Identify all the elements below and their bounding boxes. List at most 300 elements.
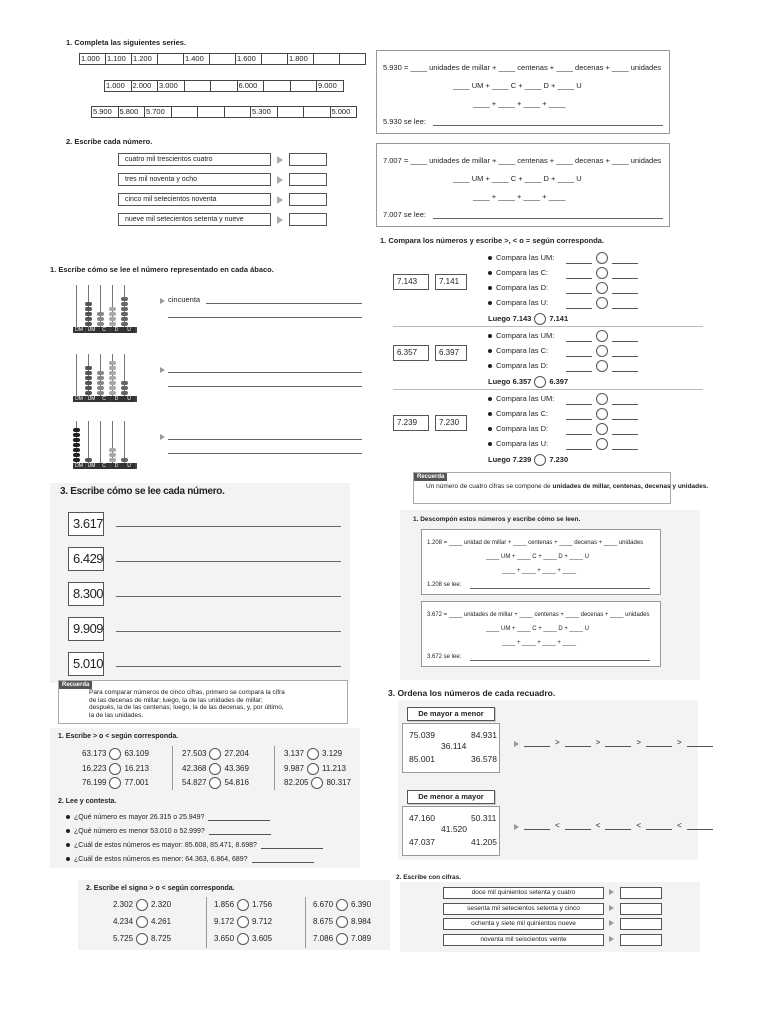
bullet-icon — [488, 334, 492, 338]
compare-right-number: 6.390 — [351, 900, 372, 910]
order-blank[interactable] — [646, 739, 672, 747]
series-cell: 6.000 — [237, 80, 265, 92]
number-answer-box[interactable] — [620, 887, 662, 899]
compare-right-number: 8.725 — [151, 934, 172, 944]
series-title: 1. Completa las siguientes series. — [66, 38, 187, 47]
compare-row — [488, 438, 638, 450]
abacus-bead — [85, 371, 92, 375]
compare-circle[interactable] — [136, 899, 148, 911]
answer-blank[interactable] — [566, 349, 592, 357]
compare-left-number: 4.234 — [113, 917, 134, 927]
order-blank[interactable] — [646, 822, 672, 830]
arrow-right-icon — [514, 824, 519, 830]
divider — [393, 389, 703, 390]
abacus-bead — [85, 386, 92, 390]
compare-number-a: 7.239 — [393, 415, 429, 431]
compare-circle[interactable] — [596, 345, 608, 357]
recuerda-line: de las decenas de millar; luego, la de las unidades de millar; — [89, 696, 263, 704]
comparison-pair — [82, 748, 149, 760]
series-cell[interactable] — [313, 53, 340, 65]
number-to-order: 85.001 — [409, 754, 435, 764]
compare-label: Compara las UM: — [496, 393, 555, 403]
question-row — [66, 855, 314, 863]
abacus-column-label: C — [98, 396, 110, 402]
answer-blank[interactable] — [209, 827, 271, 835]
compare-circle[interactable] — [136, 933, 148, 945]
question-text: ¿Qué número es mayor 26.315 o 25.949? — [74, 814, 205, 821]
bullet-icon — [66, 815, 70, 819]
abacus-column-label: UM — [86, 396, 98, 402]
compare-circle[interactable] — [596, 423, 608, 435]
bullet-icon — [488, 397, 492, 401]
recuerda-tag: Recuerda — [414, 473, 447, 481]
number-answer-box[interactable] — [289, 193, 327, 206]
bullet-icon — [488, 301, 492, 305]
compare-circle[interactable] — [307, 763, 319, 775]
series-cell[interactable] — [261, 53, 288, 65]
number-word-label: cuatro mil trescientos cuatro — [118, 153, 271, 166]
answer-blank[interactable] — [612, 271, 638, 279]
answer-line[interactable] — [116, 596, 341, 597]
compare-label: Compara las UM: — [496, 252, 555, 262]
compare-left-number: 63.173 — [82, 749, 107, 759]
answer-line[interactable] — [168, 372, 362, 373]
compare-number-b: 7.230 — [435, 415, 467, 431]
arrow-right-icon — [160, 298, 165, 304]
arrow-right-icon — [277, 196, 283, 204]
abacus-bead — [109, 317, 116, 321]
abacus-column-label: U — [123, 396, 135, 402]
compare-row — [488, 360, 638, 372]
comparison-pair — [82, 777, 149, 789]
abacus-bead — [109, 386, 116, 390]
compare-circle[interactable] — [136, 916, 148, 928]
luego-label: Luego 6.357 — [488, 376, 532, 386]
compare-circle[interactable] — [237, 933, 249, 945]
section-3-title: 3. Escribe cómo se lee cada número. — [60, 486, 225, 497]
luego-row — [488, 376, 568, 388]
compare-label: Compara las C: — [496, 267, 549, 277]
series-cell[interactable] — [263, 80, 291, 92]
read-answer-line[interactable] — [470, 588, 650, 589]
arrow-right-icon — [609, 905, 614, 911]
series-cell[interactable] — [209, 53, 236, 65]
compare-circle[interactable] — [596, 282, 608, 294]
series-cell: 2.000 — [131, 80, 159, 92]
order-answer-row — [524, 738, 713, 747]
arrow-right-icon — [514, 741, 519, 747]
comparison-pair — [214, 916, 272, 928]
answer-blank[interactable] — [612, 256, 638, 264]
answer-blank[interactable] — [566, 427, 592, 435]
compare-left-number: 16.223 — [82, 763, 107, 773]
comparison-pair — [313, 933, 371, 945]
recuerda-line: la de las unidades. — [89, 711, 144, 719]
compare-right-number: 16.213 — [124, 763, 149, 773]
answer-line[interactable] — [168, 386, 362, 387]
arrow-right-icon — [160, 434, 165, 440]
decomposition-line-1: 5.930 = ____ unidades de millar + ____ centenas + ____ decenas + ____ unidades — [383, 63, 662, 72]
column-divider — [172, 746, 173, 790]
abacus-bead — [109, 381, 116, 385]
answer-line[interactable] — [168, 317, 362, 318]
number-to-order: 36.578 — [471, 754, 497, 764]
answer-blank[interactable] — [612, 334, 638, 342]
compare-circle[interactable] — [336, 933, 348, 945]
compare-circle[interactable] — [209, 748, 221, 760]
answer-blank[interactable] — [566, 301, 592, 309]
abacus-bead — [73, 443, 80, 447]
bullet-icon — [488, 412, 492, 416]
column-divider — [274, 746, 275, 790]
compare-circle[interactable] — [209, 763, 221, 775]
compare-circle[interactable] — [311, 777, 323, 789]
number-answer-box[interactable] — [289, 173, 327, 186]
recuerda-line: Para comparar números de cinco cifras, primero se compara la cifra — [89, 689, 285, 696]
compare-left-number: 1.856 — [214, 900, 235, 910]
compare-right-number: 54.816 — [224, 778, 249, 788]
answer-blank[interactable] — [566, 271, 592, 279]
compare-right-number: 9.712 — [252, 917, 273, 927]
number-to-order: 41.520 — [441, 824, 467, 834]
read-answer-line[interactable] — [433, 218, 663, 219]
answer-blank[interactable] — [566, 442, 592, 450]
series-cell[interactable] — [290, 80, 318, 92]
abacus-bead — [85, 381, 92, 385]
series-cell[interactable] — [197, 106, 225, 118]
abacus-bead — [121, 458, 128, 462]
answer-line[interactable] — [168, 439, 362, 440]
answer-line[interactable] — [116, 526, 341, 527]
compare-circle[interactable] — [596, 360, 608, 372]
bullet-icon — [66, 843, 70, 847]
answer-line[interactable] — [168, 453, 362, 454]
abacus-column-label: D — [111, 463, 123, 469]
answer-blank[interactable] — [612, 412, 638, 420]
compare-row — [488, 297, 638, 309]
read-label: 1.208 se lee: — [427, 582, 462, 588]
comparison-pair — [182, 763, 249, 775]
answer-blank[interactable] — [566, 412, 592, 420]
recuerda-box-cuatro-cifras — [413, 472, 709, 504]
series-cell: 5.900 — [91, 106, 119, 118]
compare-circle[interactable] — [237, 899, 249, 911]
series-cell: 1.100 — [105, 53, 132, 65]
descompon-line-1: 3.672 = ____ unidades de millar + ____ centenas + ____ decenas + ____ unidades — [427, 612, 650, 618]
series-cell: 9.000 — [316, 80, 344, 92]
order-sign: < — [677, 821, 682, 830]
compare-circle[interactable] — [596, 297, 608, 309]
number-to-order: 41.205 — [471, 837, 497, 847]
compare-circle[interactable] — [596, 438, 608, 450]
compare-circle[interactable] — [336, 916, 348, 928]
answer-blank[interactable] — [566, 397, 592, 405]
order-blank[interactable] — [524, 822, 550, 830]
series-cell[interactable] — [157, 53, 184, 65]
abacus-bead — [97, 312, 104, 316]
luego-label: Luego 7.239 — [488, 454, 532, 464]
answer-blank[interactable] — [566, 334, 592, 342]
answer-blank[interactable] — [566, 286, 592, 294]
number-word-label: tres mil noventa y ocho — [118, 173, 271, 186]
abacus-bead — [121, 317, 128, 321]
descompon-line-2: ____ UM + ____ C + ____ D + ____ U — [486, 554, 589, 560]
number-to-read: 3.617 — [68, 512, 104, 536]
question-text: ¿Qué número es menor 53.010 o 52.999? — [74, 828, 205, 835]
compare-right-number: 1.756 — [252, 900, 273, 910]
comparison-pair — [214, 933, 272, 945]
abacus-bead — [73, 453, 80, 457]
compare-circle[interactable] — [109, 763, 121, 775]
order-blank[interactable] — [565, 822, 591, 830]
abacus-bead — [85, 458, 92, 462]
abacus-bead — [109, 391, 116, 395]
cifras-title: 2. Escribe con cifras. — [396, 874, 462, 881]
number-answer-box[interactable] — [289, 153, 327, 166]
abacus-bead — [73, 428, 80, 432]
answer-line[interactable] — [116, 561, 341, 562]
series-cell[interactable] — [339, 53, 366, 65]
descompon-line-2: ____ UM + ____ C + ____ D + ____ U — [486, 626, 589, 632]
compare-row — [488, 408, 638, 420]
number-word-label: doce mil quinientos setenta y cuatro — [443, 887, 604, 899]
series-cell: 3.000 — [157, 80, 185, 92]
ordena-numbers-box-mayor — [402, 723, 500, 773]
compare-row — [488, 423, 638, 435]
answer-blank[interactable] — [208, 813, 270, 821]
number-answer-box[interactable] — [620, 918, 662, 930]
compare-left-number: 5.725 — [113, 934, 134, 944]
answer-blank[interactable] — [612, 349, 638, 357]
compare-circle[interactable] — [596, 330, 608, 342]
answer-line[interactable] — [116, 631, 341, 632]
number-answer-box[interactable] — [620, 934, 662, 946]
bullet-icon — [488, 286, 492, 290]
abacus-bead — [121, 312, 128, 316]
answer-blank[interactable] — [566, 256, 592, 264]
abacus-column-label: C — [98, 327, 110, 333]
number-to-order: 50.311 — [471, 813, 497, 823]
series-cell: 1.600 — [235, 53, 262, 65]
comparison-pair — [313, 899, 371, 911]
answer-blank[interactable] — [612, 301, 638, 309]
abacus-bead — [97, 371, 104, 375]
column-divider — [206, 897, 207, 948]
compare-left-number: 3.650 — [214, 934, 235, 944]
compare-left-number: 42.368 — [182, 763, 207, 773]
compare-right-number: 77.001 — [124, 778, 149, 788]
arrow-right-icon — [160, 367, 165, 373]
compare-right-number: 7.089 — [351, 934, 372, 944]
abacus-bead — [85, 317, 92, 321]
ordena-label-menor: De menor a mayor — [407, 790, 495, 804]
order-blank[interactable] — [687, 822, 713, 830]
answer-blank[interactable] — [612, 427, 638, 435]
series-cell: 5.300 — [250, 106, 278, 118]
bullet-icon — [488, 442, 492, 446]
decomposition-line-1: 7.007 = ____ unidades de millar + ____ centenas + ____ decenas + ____ unidades — [383, 156, 662, 165]
answer-line[interactable] — [116, 666, 341, 667]
abacus-bead — [73, 433, 80, 437]
compare-circle[interactable] — [109, 748, 121, 760]
abacus-bead — [85, 366, 92, 370]
compare-label: Compara las U: — [496, 297, 549, 307]
answer-blank[interactable] — [612, 364, 638, 372]
compare-left-number: 82.205 — [284, 778, 309, 788]
write-number-title: 2. Escribe cada número. — [66, 137, 153, 146]
comparison-pair — [284, 777, 351, 789]
compare-row — [488, 252, 638, 264]
order-answer-row — [524, 821, 713, 830]
abacus-bead — [121, 381, 128, 385]
abacus-bead — [85, 322, 92, 326]
order-blank[interactable] — [565, 739, 591, 747]
order-sign: < — [555, 821, 560, 830]
abacus-rod — [88, 421, 89, 463]
decomposition-panel-5930 — [376, 50, 670, 134]
answer-blank[interactable] — [261, 841, 323, 849]
order-sign: < — [595, 821, 601, 830]
abacus-rod — [76, 285, 77, 327]
number-word-label: noventa mil seiscientos veinte — [443, 934, 604, 946]
abacus-column-label: U — [123, 327, 135, 333]
read-answer-line[interactable] — [433, 125, 663, 126]
answer-blank[interactable] — [252, 855, 314, 863]
compare-label: Compara las D: — [496, 360, 549, 370]
read-label: 5.930 se lee: — [383, 117, 426, 126]
compare-circle[interactable] — [237, 916, 249, 928]
comparison-pair — [182, 777, 249, 789]
order-blank[interactable] — [524, 739, 550, 747]
compare-number-b: 6.397 — [435, 345, 467, 361]
compare-circle[interactable] — [596, 267, 608, 279]
abacus-column-label: U — [123, 463, 135, 469]
number-answer-box[interactable] — [289, 213, 327, 226]
series-cell[interactable] — [224, 106, 252, 118]
number-word-label: sesenta mil setecientos setenta y cinco — [443, 903, 604, 915]
series-cell: 1.200 — [131, 53, 158, 65]
order-sign: > — [555, 738, 560, 747]
compare-label: Compara las UM: — [496, 330, 555, 340]
compare-title: 1. Compara los números y escribe >, < o = según corresponda. — [380, 236, 605, 245]
order-blank[interactable] — [605, 822, 631, 830]
compare-circle[interactable] — [209, 777, 221, 789]
compare-label: Compara las C: — [496, 345, 549, 355]
compare-row — [488, 393, 638, 405]
greater-less-title: 1. Escribe > o < según corresponda. — [58, 733, 179, 740]
abacus-rod — [100, 421, 101, 463]
compare-left-number: 76.199 — [82, 778, 107, 788]
luego-row — [488, 454, 568, 466]
question-row — [66, 813, 270, 821]
descompon-line-3: ____ + ____ + ____ + ____ — [502, 568, 576, 574]
abacus-column-label: UM — [86, 327, 98, 333]
ordena-label-mayor: De mayor a menor — [407, 707, 495, 721]
recuerda-text: Un número de cuatro cifras se compone de — [426, 483, 553, 490]
compare-label: Compara las C: — [496, 408, 549, 418]
compare-circle[interactable] — [534, 376, 546, 388]
answer-blank[interactable] — [566, 364, 592, 372]
order-sign: > — [636, 738, 642, 747]
comparison-pair — [182, 748, 249, 760]
number-to-order: 75.039 — [409, 730, 435, 740]
order-blank[interactable] — [687, 739, 713, 747]
series-cell[interactable] — [171, 106, 199, 118]
abacus-bead — [85, 376, 92, 380]
abacus-bead — [121, 302, 128, 306]
bullet-icon — [488, 271, 492, 275]
luego-number: 7.141 — [549, 313, 569, 323]
compare-circle[interactable] — [534, 454, 546, 466]
compare-circle[interactable] — [596, 393, 608, 405]
abacus-bead — [73, 458, 80, 462]
compare-right-number: 3.129 — [322, 749, 343, 759]
compare-left-number: 7.086 — [313, 934, 334, 944]
series-cell[interactable] — [277, 106, 305, 118]
series-cell: 1.400 — [183, 53, 210, 65]
compare-circle[interactable] — [596, 408, 608, 420]
series-cell[interactable] — [184, 80, 212, 92]
read-answer-line[interactable] — [470, 660, 650, 661]
descompon-panel-3672 — [421, 601, 661, 667]
decomposition-line-3: ____ + ____ + ____ + ____ — [473, 99, 566, 108]
number-word-label: cinco mil setecientos noventa — [118, 193, 271, 206]
compare-circle[interactable] — [336, 899, 348, 911]
abacus-bead — [73, 438, 80, 442]
compare-circle[interactable] — [307, 748, 319, 760]
question-text: ¿Cuál de estos números es menor: 64.363, 6.864, 689? — [74, 856, 248, 863]
abacus-column-label: UM — [86, 463, 98, 469]
compare-right-number: 3.605 — [252, 934, 273, 944]
bullet-icon — [488, 349, 492, 353]
compare-row — [488, 282, 638, 294]
answer-blank[interactable] — [612, 442, 638, 450]
abacus-bead — [109, 366, 116, 370]
compare-number-b: 7.141 — [435, 274, 467, 290]
number-word-label: nueve mil setecientos setenta y nueve — [118, 213, 271, 226]
answer-blank[interactable] — [612, 397, 638, 405]
number-to-order: 47.160 — [409, 813, 435, 823]
order-sign: < — [636, 821, 642, 830]
answer-blank[interactable] — [612, 286, 638, 294]
order-blank[interactable] — [605, 739, 631, 747]
read-label: 7.007 se lee: — [383, 210, 426, 219]
arrow-right-icon — [277, 156, 283, 164]
recuerda-line: después, la de las centenas; luego, la de las decenas, y, por último, — [89, 704, 284, 711]
compare-left-number: 54.827 — [182, 778, 207, 788]
number-to-order: 47.037 — [409, 837, 435, 847]
abacus-bead — [85, 312, 92, 316]
compare-left-number: 27.503 — [182, 749, 207, 759]
decomposition-line-3: ____ + ____ + ____ + ____ — [473, 192, 566, 201]
arrow-right-icon — [277, 216, 283, 224]
abacus-bead — [109, 361, 116, 365]
abacus-bead — [85, 302, 92, 306]
compare-left-number: 3.137 — [284, 749, 305, 759]
series-cell[interactable] — [303, 106, 331, 118]
compare-circle[interactable] — [109, 777, 121, 789]
number-answer-box[interactable] — [620, 903, 662, 915]
answer-line[interactable] — [206, 303, 362, 304]
read-label: 3.672 se lee: — [427, 654, 462, 660]
compare-circle[interactable] — [596, 252, 608, 264]
compare-circle[interactable] — [534, 313, 546, 325]
decomposition-line-2: ____ UM + ____ C + ____ D + ____ U — [453, 174, 582, 183]
series-cell[interactable] — [210, 80, 238, 92]
series-cell: 5.000 — [330, 106, 358, 118]
arrow-right-icon — [609, 920, 614, 926]
number-word-label: ochenta y siete mil quinientos nueve — [443, 918, 604, 930]
